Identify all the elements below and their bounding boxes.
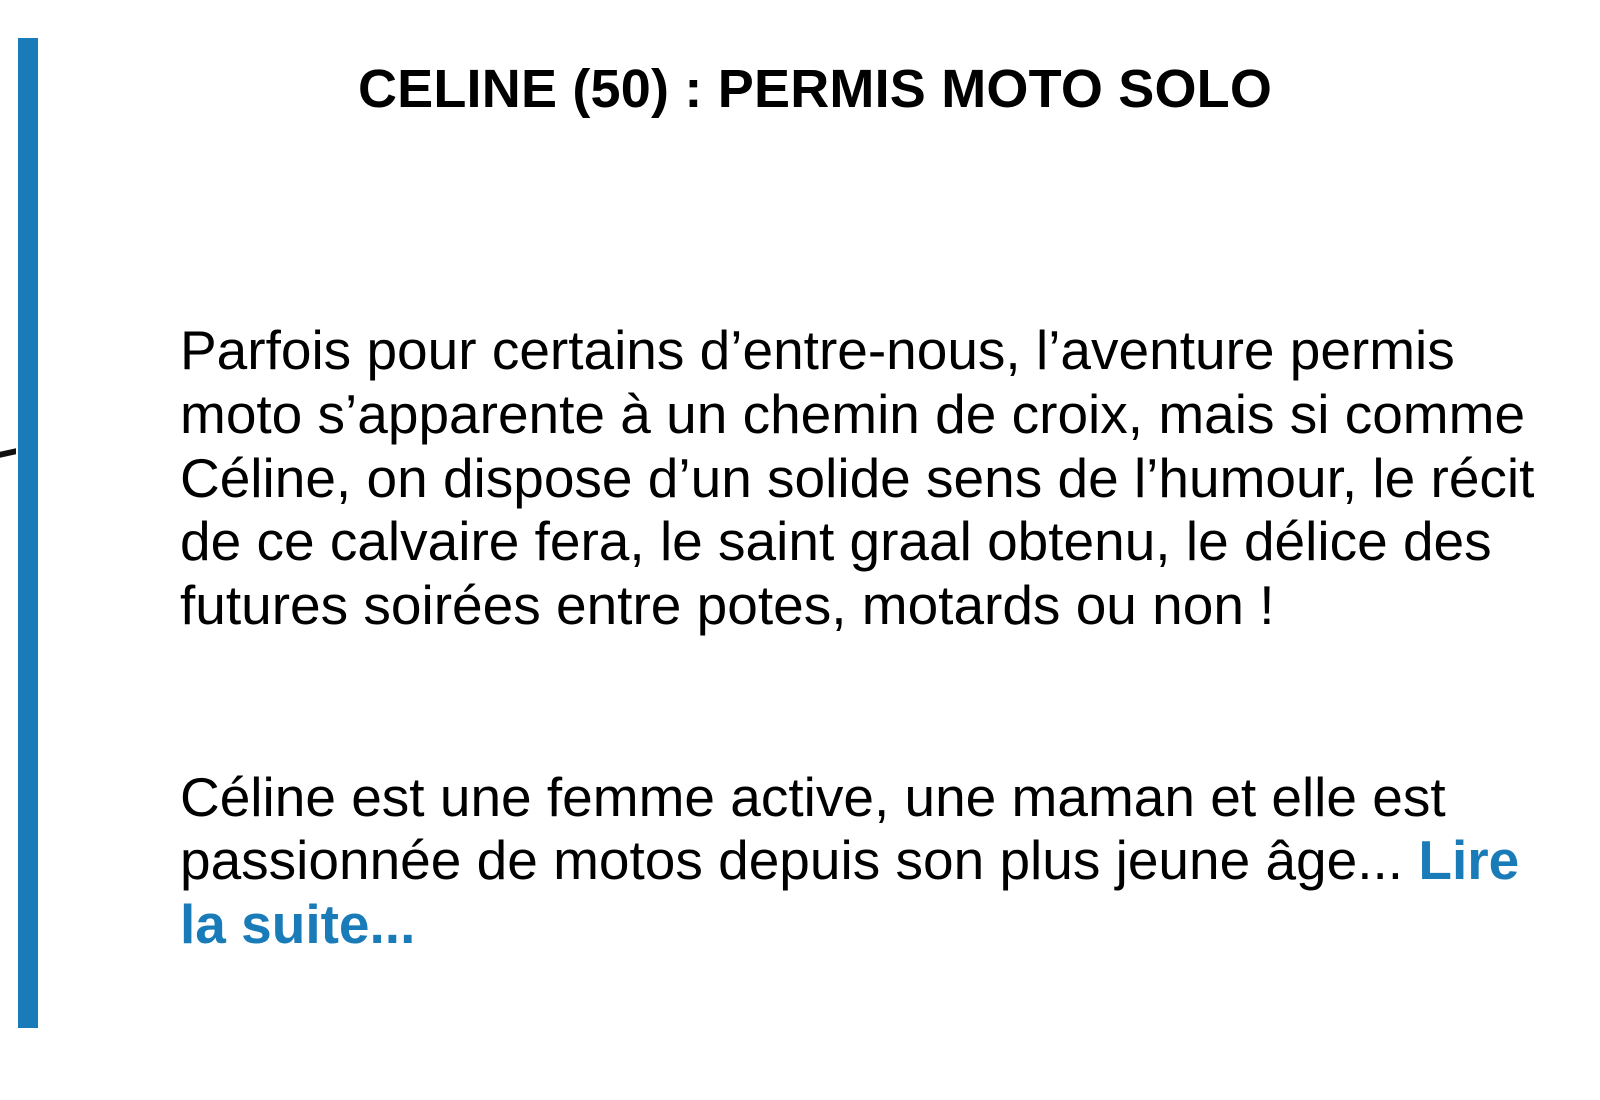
- left-accent-bar: [18, 38, 38, 1028]
- paragraph-1: Parfois pour certains d’entre-nous, l’aventure permis moto s’apparente à un chemin de croix, mais si comme Céline, on dispose d’un solide sens de l’humour, le récit de ce calvaire fera, le saint graal obtenu, le délice des futures soirées entre potes, motards ou non !: [180, 318, 1550, 637]
- paragraph-2-text: Céline est une femme active, une maman et elle est passionnée de motos depuis son plus jeune âge...: [180, 765, 1461, 892]
- page-title: CELINE (50) : PERMIS MOTO SOLO: [357, 59, 1273, 119]
- slide-content: [180, 60, 1580, 1085]
- edge-tick-mark: [0, 448, 16, 457]
- paragraph-2: [180, 766, 1580, 957]
- article-body: [180, 191, 1580, 1084]
- read-more-link[interactable]: Lire la suite...: [180, 829, 1535, 956]
